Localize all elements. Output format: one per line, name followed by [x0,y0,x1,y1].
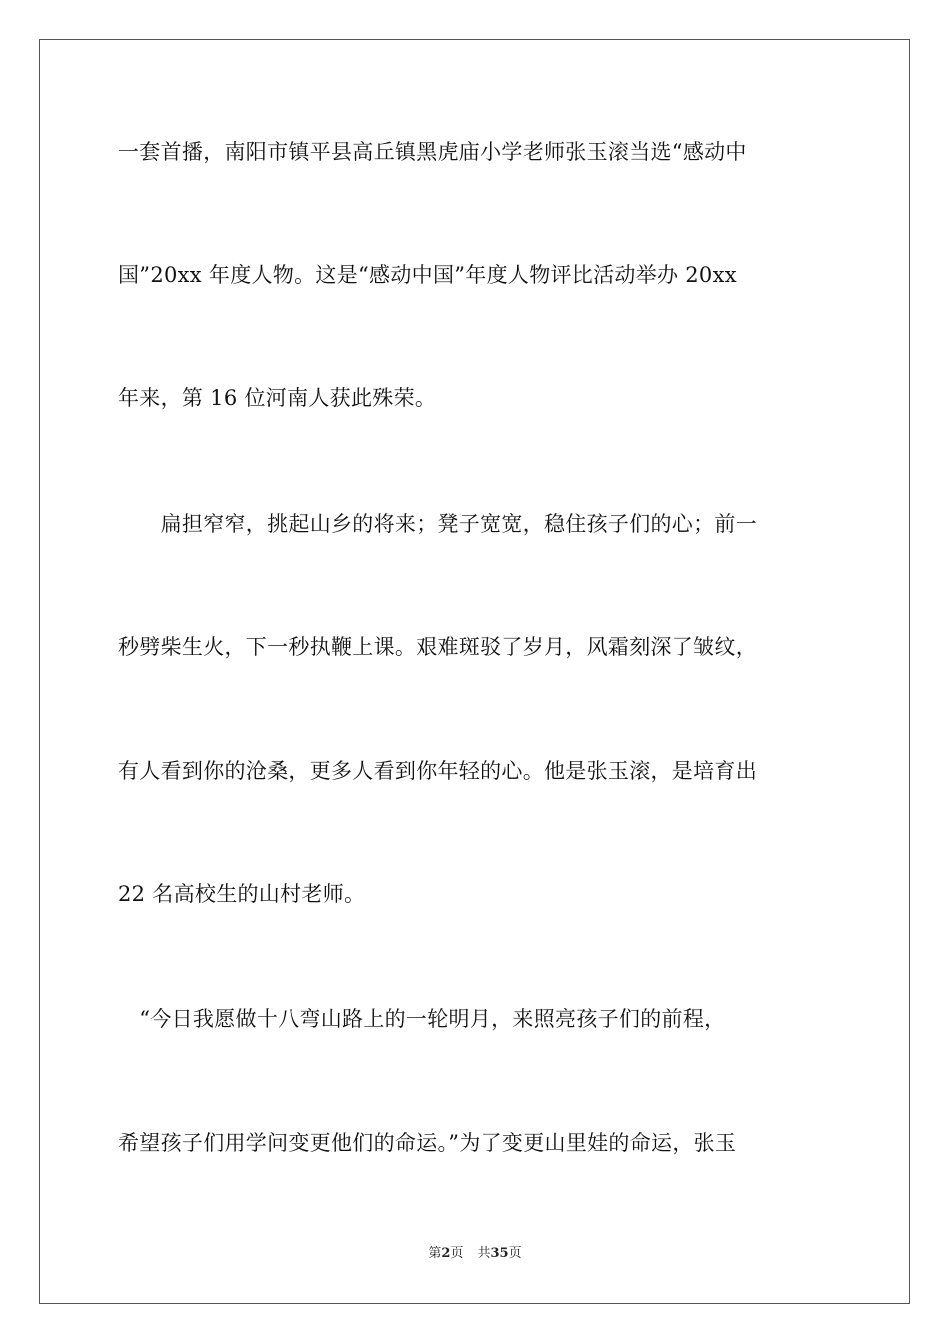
footer-page-suffix: 页 [450,1246,464,1261]
footer-total-prefix: 共 [477,1246,491,1261]
body-line-8: “今日我愿做十八弯山路上的一轮明月，来照亮孩子们的前程， [118,1007,726,1031]
footer-total-pages: 35 [490,1246,509,1261]
footer-page-number: 2 [441,1246,451,1261]
body-line-1: 一套首播，南阳市镇平县高丘镇黑虎庙小学老师张玉滚当选“感动中 [118,140,747,164]
page-border [39,39,910,1304]
body-line-6: 有人看到你的沧桑，更多人看到你年轻的心。他是张玉滚，是培育出 [118,759,757,783]
body-line-3: 年来，第 16 位河南人获此殊荣。 [118,386,437,410]
body-line-4: 扁担窄窄，挑起山乡的将来；凳子宽宽，稳住孩子们的心；前一 [118,512,757,536]
body-line-7: 22 名高校生的山村老师。 [118,882,366,906]
body-line-2: 国”20xx 年度人物。这是“感动中国”年度人物评比活动举办 20xx [118,263,737,287]
body-line-9: 希望孩子们用学问变更他们的命运。”为了变更山里娃的命运，张玉 [118,1131,737,1155]
footer-total-suffix: 页 [508,1246,522,1261]
body-line-5: 秒劈柴生火，下一秒执鞭上课。艰难斑驳了岁月，风霜刻深了皱纹， [118,635,757,659]
page-footer [0,1245,950,1263]
footer-page-prefix: 第 [428,1246,442,1261]
